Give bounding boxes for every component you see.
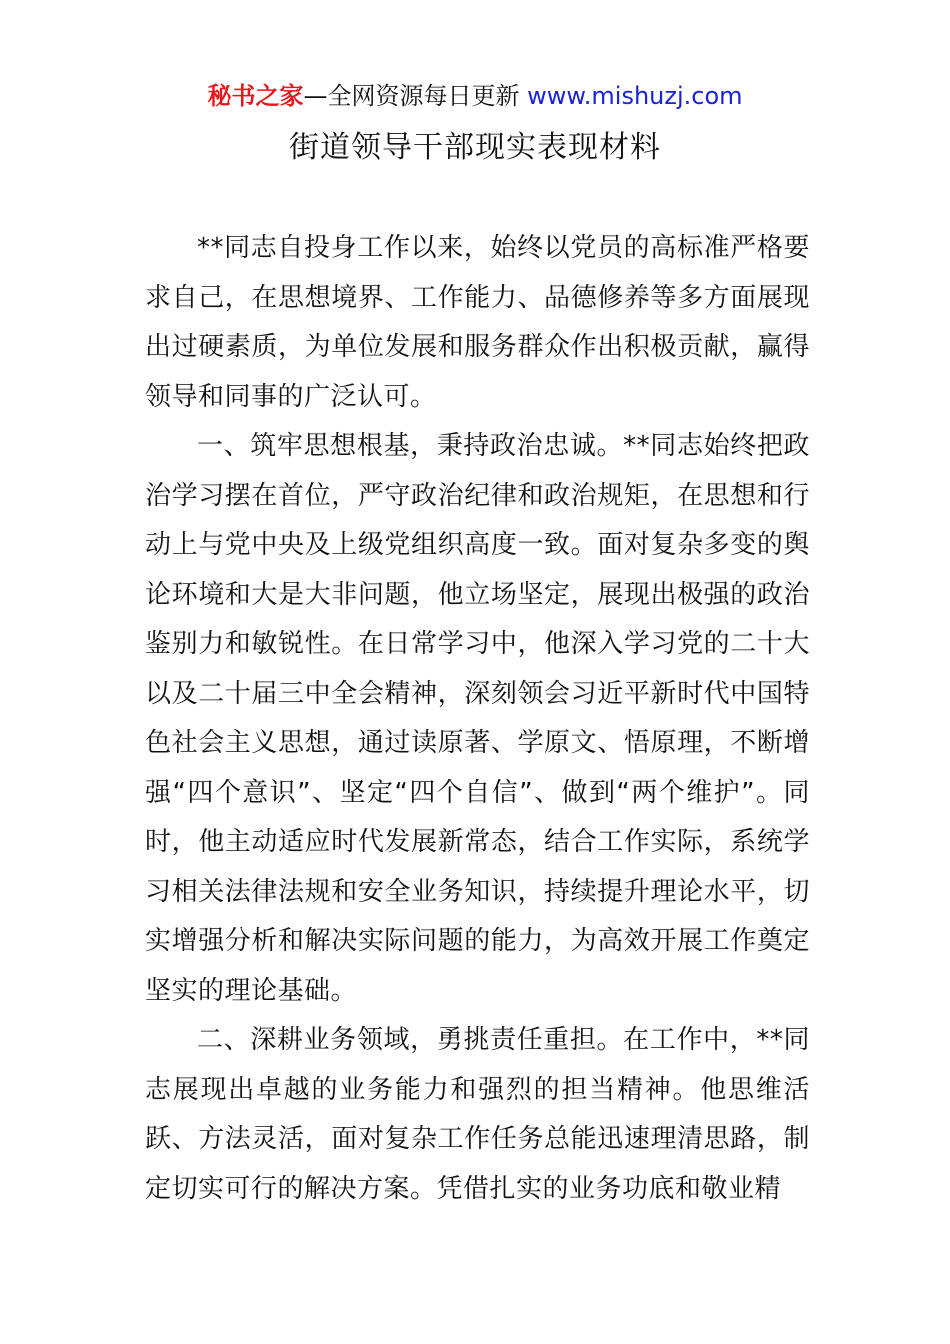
paragraph-section-two: 二、深耕业务领域，勇挑责任重担。在工作中，**同志展现出卓越的业务能力和强烈的担当精神。他思维活跃、方法灵活，面对复杂工作任务总能迅速理清思路，制定切实可行的解决方案。凭借扎实的业务功底和敬业精 xyxy=(145,1025,810,1204)
site-header xyxy=(0,80,950,112)
paragraph-intro: **同志自投身工作以来，始终以党员的高标准严格要求自己，在思想境界、工作能力、品德修养等多方面展现出过硬素质，为单位发展和服务群众作出积极贡献，赢得领导和同事的广泛认可。 xyxy=(145,233,810,412)
site-url-link[interactable]: www.mishuzj.com xyxy=(527,82,743,110)
site-tagline: —全网资源每日更新 xyxy=(303,82,520,110)
document-body xyxy=(145,224,810,1214)
paragraph-section-one: 一、筑牢思想根基，秉持政治忠诚。**同志始终把政治学习摆在首位，严守政治纪律和政治规矩，在思想和行动上与党中央及上级党组织高度一致。面对复杂多变的舆论环境和大是大非问题，他立场坚定，展现出极强的政治鉴别力和敏锐性。在日常学习中，他深入学习党的二十大以及二十届三中全会精神，深刻领会习近平新时代中国特色社会主义思想，通过读原著、学原文、悟原理，不断增强“四个意识”、坚定“四个自信”、做到“两个维护”。同时，他主动适应时代发展新常态，结合工作实际，系统学习相关法律法规和安全业务知识，持续提升理论水平，切实增强分析和解决实际问题的能力，为高效开展工作奠定坚实的理论基础。 xyxy=(145,431,810,1006)
document-title: 街道领导干部现实表现材料 xyxy=(289,130,661,165)
site-brand: 秘书之家 xyxy=(207,82,304,110)
